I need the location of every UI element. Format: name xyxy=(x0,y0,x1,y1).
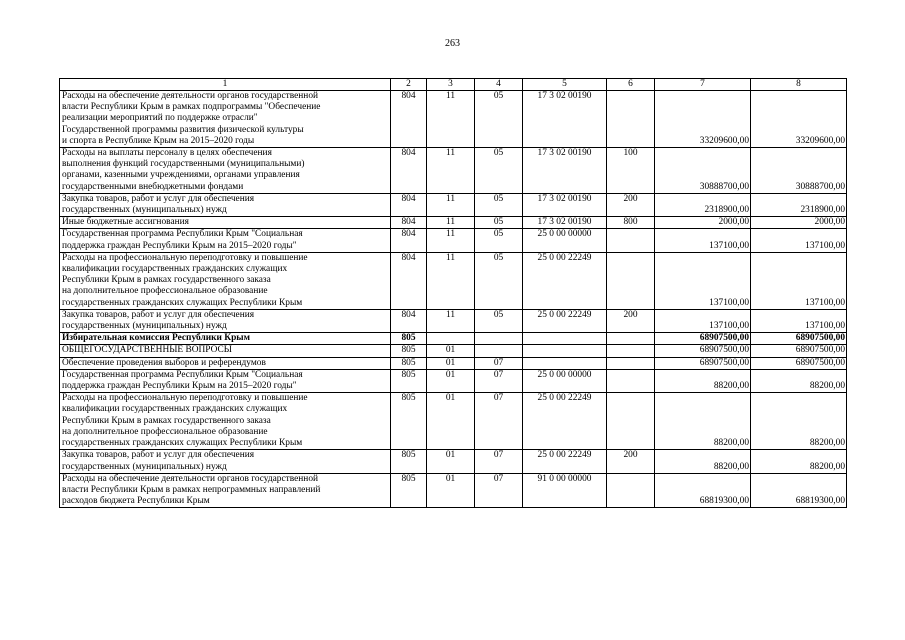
amount-year-2: 68819300,00 xyxy=(751,473,847,508)
target-article-code xyxy=(523,333,607,345)
section-code: 11 xyxy=(427,91,475,148)
table-row xyxy=(60,252,847,309)
description-line: Расходы на профессиональную переподготовку и повышение xyxy=(62,252,308,263)
expense-type-code xyxy=(607,345,655,357)
target-article-code: 25 0 00 00000 xyxy=(523,369,607,392)
amount-year-2: 68907500,00 xyxy=(751,345,847,357)
description-line: реализации мероприятий по поддержке отрасли" xyxy=(62,113,258,124)
ministry-code: 804 xyxy=(391,91,427,148)
ministry-code: 805 xyxy=(391,473,427,508)
description-line: Обеспечение проведения выборов и референдумов xyxy=(62,357,266,368)
section-code: 11 xyxy=(427,193,475,216)
ministry-code: 804 xyxy=(391,217,427,229)
description-line: поддержка граждан Республики Крым на 2015–2020 годы" xyxy=(62,381,297,392)
expense-type-code xyxy=(607,333,655,345)
ministry-code: 804 xyxy=(391,252,427,309)
description-line: органами, казенными учреждениями, органами управления xyxy=(62,170,300,181)
expense-type-code xyxy=(607,357,655,369)
description-line: Республики Крым в рамках государственного заказа xyxy=(62,275,271,286)
subsection-code: 07 xyxy=(475,369,523,392)
section-code: 01 xyxy=(427,369,475,392)
amount-year-1: 30888700,00 xyxy=(655,148,751,194)
row-description xyxy=(60,193,391,216)
target-article-code: 25 0 00 00000 xyxy=(523,229,607,252)
subsection-code xyxy=(475,345,523,357)
table-row xyxy=(60,91,847,148)
amount-year-1: 137100,00 xyxy=(655,229,751,252)
amount-year-2: 137100,00 xyxy=(751,252,847,309)
description-line: государственных (муниципальных) нужд xyxy=(62,205,227,216)
expense-type-code xyxy=(607,91,655,148)
table-row xyxy=(60,393,847,450)
header-col-8: 8 xyxy=(751,79,847,91)
subsection-code: 07 xyxy=(475,450,523,473)
description-line: квалификации государственных гражданских служащих xyxy=(62,264,288,275)
row-description xyxy=(60,450,391,473)
target-article-code: 25 0 00 22249 xyxy=(523,450,607,473)
description-line: Закупка товаров, работ и услуг для обеспечения xyxy=(62,450,255,461)
description-line: Государственной программы развития физической культуры xyxy=(62,124,304,135)
table-row xyxy=(60,450,847,473)
target-article-code: 17 3 02 00190 xyxy=(523,217,607,229)
amount-year-2: 30888700,00 xyxy=(751,148,847,194)
ministry-code: 804 xyxy=(391,309,427,332)
subsection-code: 05 xyxy=(475,217,523,229)
section-code: 01 xyxy=(427,345,475,357)
row-description xyxy=(60,345,391,357)
ministry-code: 805 xyxy=(391,345,427,357)
ministry-code: 805 xyxy=(391,369,427,392)
ministry-code: 805 xyxy=(391,393,427,450)
expense-type-code xyxy=(607,393,655,450)
section-code: 11 xyxy=(427,217,475,229)
ministry-code: 804 xyxy=(391,148,427,194)
row-description xyxy=(60,333,391,345)
subsection-code: 05 xyxy=(475,252,523,309)
expense-type-code xyxy=(607,369,655,392)
description-line: государственными внебюджетными фондами xyxy=(62,181,244,192)
amount-year-1: 88200,00 xyxy=(655,450,751,473)
section-code: 11 xyxy=(427,229,475,252)
target-article-code xyxy=(523,345,607,357)
description-line: государственных (муниципальных) нужд xyxy=(62,461,227,472)
page-number: 263 xyxy=(445,38,460,49)
header-col-7: 7 xyxy=(655,79,751,91)
section-code xyxy=(427,333,475,345)
description-line: государственных гражданских служащих Республики Крым xyxy=(62,438,303,449)
table-row xyxy=(60,148,847,194)
description-line: Избирательная комиссия Республики Крым xyxy=(62,333,250,344)
target-article-code: 25 0 00 22249 xyxy=(523,309,607,332)
description-line: власти Республики Крым в рамках подпрограммы "Обеспечение xyxy=(62,102,321,113)
table-row xyxy=(60,345,847,357)
header-col-3: 3 xyxy=(427,79,475,91)
description-line: государственных (муниципальных) нужд xyxy=(62,321,227,332)
amount-year-1: 68907500,00 xyxy=(655,357,751,369)
expense-type-code: 100 xyxy=(607,148,655,194)
amount-year-1: 137100,00 xyxy=(655,252,751,309)
amount-year-1: 88200,00 xyxy=(655,369,751,392)
expense-type-code: 200 xyxy=(607,450,655,473)
amount-year-2: 137100,00 xyxy=(751,229,847,252)
amount-year-2: 68907500,00 xyxy=(751,357,847,369)
table-row xyxy=(60,217,847,229)
description-line: и спорта в Республике Крым на 2015–2020 годы xyxy=(62,135,255,146)
description-line: на дополнительное профессиональное образование xyxy=(62,426,268,437)
subsection-code: 07 xyxy=(475,473,523,508)
row-description xyxy=(60,252,391,309)
subsection-code: 07 xyxy=(475,393,523,450)
description-line: на дополнительное профессиональное образование xyxy=(62,286,268,297)
description-line: выполнения функций государственными (муниципальными) xyxy=(62,159,305,170)
row-description xyxy=(60,148,391,194)
target-article-code: 91 0 00 00000 xyxy=(523,473,607,508)
section-code: 01 xyxy=(427,393,475,450)
ministry-code: 805 xyxy=(391,333,427,345)
table-header-row xyxy=(60,79,847,91)
row-description xyxy=(60,91,391,148)
description-line: квалификации государственных гражданских служащих xyxy=(62,404,288,415)
expense-type-code: 800 xyxy=(607,217,655,229)
description-line: поддержка граждан Республики Крым на 2015–2020 годы" xyxy=(62,240,297,251)
table-row xyxy=(60,229,847,252)
description-line: Закупка товаров, работ и услуг для обеспечения xyxy=(62,309,255,320)
header-col-5: 5 xyxy=(523,79,607,91)
table-row xyxy=(60,369,847,392)
expense-type-code xyxy=(607,252,655,309)
table-row xyxy=(60,193,847,216)
description-line: Иные бюджетные ассигнования xyxy=(62,217,189,228)
budget-table xyxy=(59,78,847,508)
table-row xyxy=(60,357,847,369)
section-code: 11 xyxy=(427,309,475,332)
row-description xyxy=(60,473,391,508)
ministry-code: 804 xyxy=(391,229,427,252)
section-code: 11 xyxy=(427,148,475,194)
target-article-code xyxy=(523,357,607,369)
amount-year-2: 33209600,00 xyxy=(751,91,847,148)
amount-year-1: 68907500,00 xyxy=(655,333,751,345)
description-line: государственных гражданских служащих Республики Крым xyxy=(62,297,303,308)
subsection-code: 05 xyxy=(475,309,523,332)
amount-year-2: 88200,00 xyxy=(751,369,847,392)
description-line: Закупка товаров, работ и услуг для обеспечения xyxy=(62,193,255,204)
header-col-2: 2 xyxy=(391,79,427,91)
row-description xyxy=(60,217,391,229)
subsection-code: 07 xyxy=(475,357,523,369)
description-line: Государственная программа Республики Крым "Социальная xyxy=(62,229,303,240)
description-line: Расходы на профессиональную переподготовку и повышение xyxy=(62,393,308,404)
target-article-code: 25 0 00 22249 xyxy=(523,252,607,309)
amount-year-2: 88200,00 xyxy=(751,450,847,473)
expense-type-code: 200 xyxy=(607,309,655,332)
amount-year-1: 33209600,00 xyxy=(655,91,751,148)
header-col-6: 6 xyxy=(607,79,655,91)
amount-year-2: 2318900,00 xyxy=(751,193,847,216)
target-article-code: 17 3 02 00190 xyxy=(523,148,607,194)
subsection-code xyxy=(475,333,523,345)
description-line: власти Республики Крым в рамках непрограммных направлений xyxy=(62,484,321,495)
section-code: 01 xyxy=(427,473,475,508)
description-line: Расходы на выплаты персоналу в целях обеспечения xyxy=(62,148,272,159)
ministry-code: 805 xyxy=(391,450,427,473)
amount-year-1: 68907500,00 xyxy=(655,345,751,357)
table-row xyxy=(60,473,847,508)
amount-year-1: 68819300,00 xyxy=(655,473,751,508)
ministry-code: 804 xyxy=(391,193,427,216)
section-code: 01 xyxy=(427,450,475,473)
table-row xyxy=(60,309,847,332)
amount-year-1: 2318900,00 xyxy=(655,193,751,216)
row-description xyxy=(60,369,391,392)
expense-type-code xyxy=(607,229,655,252)
header-col-1: 1 xyxy=(60,79,391,91)
description-line: ОБЩЕГОСУДАРСТВЕННЫЕ ВОПРОСЫ xyxy=(62,345,232,356)
subsection-code: 05 xyxy=(475,91,523,148)
amount-year-2: 2000,00 xyxy=(751,217,847,229)
amount-year-1: 88200,00 xyxy=(655,393,751,450)
header-col-4: 4 xyxy=(475,79,523,91)
description-line: Расходы на обеспечение деятельности органов государственной xyxy=(62,473,319,484)
row-description xyxy=(60,309,391,332)
description-line: расходов бюджета Республики Крым xyxy=(62,496,210,507)
row-description xyxy=(60,357,391,369)
amount-year-2: 88200,00 xyxy=(751,393,847,450)
description-line: Государственная программа Республики Крым "Социальная xyxy=(62,369,303,380)
row-description xyxy=(60,393,391,450)
subsection-code: 05 xyxy=(475,148,523,194)
section-code: 01 xyxy=(427,357,475,369)
target-article-code: 17 3 02 00190 xyxy=(523,193,607,216)
subsection-code: 05 xyxy=(475,229,523,252)
target-article-code: 17 3 02 00190 xyxy=(523,91,607,148)
section-code: 11 xyxy=(427,252,475,309)
amount-year-2: 137100,00 xyxy=(751,309,847,332)
description-line: Республики Крым в рамках государственного заказа xyxy=(62,415,271,426)
expense-type-code: 200 xyxy=(607,193,655,216)
subsection-code: 05 xyxy=(475,193,523,216)
expense-type-code xyxy=(607,473,655,508)
amount-year-1: 2000,00 xyxy=(655,217,751,229)
amount-year-1: 137100,00 xyxy=(655,309,751,332)
ministry-code: 805 xyxy=(391,357,427,369)
table-row xyxy=(60,333,847,345)
description-line: Расходы на обеспечение деятельности органов государственной xyxy=(62,91,319,101)
target-article-code: 25 0 00 22249 xyxy=(523,393,607,450)
row-description xyxy=(60,229,391,252)
amount-year-2: 68907500,00 xyxy=(751,333,847,345)
